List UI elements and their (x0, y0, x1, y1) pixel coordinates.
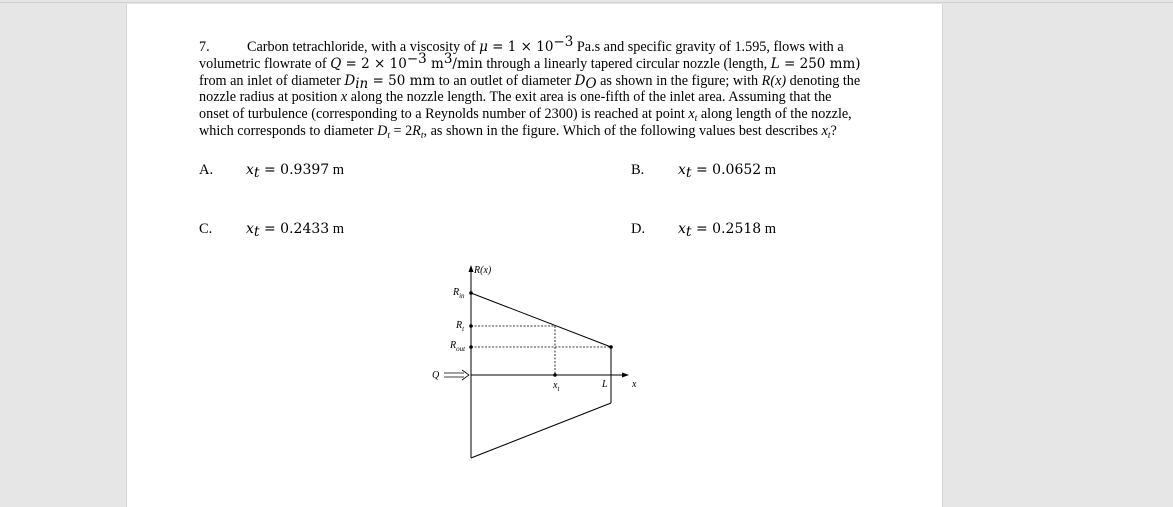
text: , as shown in the figure. Which of the following values best describes (423, 122, 822, 139)
label-rin (452, 287, 465, 300)
dt-symbol: D (377, 122, 388, 139)
xt-subscript: t (694, 114, 698, 125)
din-symbol: D (344, 72, 356, 89)
q-unit-tail: /min (452, 55, 483, 72)
question-number: 7. (199, 39, 210, 55)
xt-symbol: x (688, 106, 695, 123)
rt-symbol: R (412, 122, 421, 139)
q-symbol: Q (330, 55, 342, 72)
label-rin-main: R (453, 287, 460, 298)
option-unit: m (761, 162, 777, 178)
nozzle-bottom-edge (471, 403, 611, 458)
label-rout (449, 340, 466, 353)
option-unit: m (761, 221, 777, 237)
text: through a linearly tapered circular nozzle (length, (482, 55, 771, 72)
axis-label-rx: R(x) (474, 265, 492, 276)
label-l: L (602, 379, 608, 390)
text: volumetric flowrate of (199, 55, 331, 72)
option-var: x (246, 162, 254, 178)
text: along length of the nozzle, (697, 106, 852, 123)
rout-point (469, 345, 473, 349)
text: Carbon tetrachloride, with a viscosity of (247, 39, 480, 55)
text: which corresponds to diameter (199, 122, 378, 139)
option-number: = 0.9397 (259, 162, 330, 178)
text: from an inlet of diameter (199, 72, 345, 89)
l-symbol: L (770, 55, 780, 72)
label-rt-sub: t (462, 325, 465, 333)
option-c-letter: C. (199, 221, 213, 237)
label-x: x (632, 379, 637, 390)
x-axis-arrowhead (622, 373, 629, 378)
label-rt (455, 320, 465, 333)
rx-symbol: R(x) (761, 72, 787, 89)
din-value: = 50 mm (368, 72, 436, 89)
xt-symbol: x (821, 122, 828, 139)
flow-arrow-head (462, 370, 469, 380)
option-number: = 0.2433 (259, 221, 330, 237)
din-subscript: in (355, 75, 369, 92)
option-sub: t (685, 224, 692, 240)
rt-point (469, 324, 473, 328)
rin-point (469, 291, 473, 295)
option-number: = 0.0652 (691, 162, 762, 178)
xt-subscript: t (827, 130, 831, 141)
xt-point (553, 373, 557, 377)
text: denoting the (786, 72, 861, 89)
text: Pa.s and specific gravity of 1.595, flows with a (573, 39, 844, 55)
option-var: x (678, 221, 686, 237)
q-exponent: −3 (406, 50, 427, 67)
do-subscript: O (585, 75, 597, 92)
text: as shown in the figure; with (596, 72, 762, 89)
label-rout-main: R (450, 340, 457, 351)
mu-value: = 1 × 10 (487, 39, 554, 55)
label-xt-sub: t (557, 385, 560, 393)
option-b-letter: B. (631, 162, 645, 178)
option-sub: t (253, 165, 260, 181)
do-symbol: D (574, 72, 586, 89)
q-value: = 2 × 10 (341, 55, 407, 72)
option-var: x (678, 162, 686, 178)
outlet-point (609, 345, 613, 349)
label-q: Q (432, 370, 440, 381)
mu-exponent: −3 (553, 34, 574, 50)
label-rout-sub: out (456, 345, 466, 353)
text: to an outlet of diameter (435, 72, 575, 89)
q-unit: m (426, 55, 444, 72)
text: onset of turbulence (corresponding to a Reynolds number of 2300) is reached at point (199, 106, 689, 123)
mu-symbol: μ (479, 39, 488, 55)
axis-arrowhead (469, 265, 474, 272)
option-number: = 0.2518 (691, 221, 762, 237)
q-unit-exponent: 3 (443, 50, 453, 67)
nozzle-top-edge (471, 293, 611, 347)
option-unit: m (329, 221, 345, 237)
label-rt-main: R (456, 320, 463, 331)
option-d-letter: D. (631, 221, 646, 237)
option-a-letter: A. (199, 162, 214, 178)
option-var: x (246, 221, 254, 237)
label-xt-main: x (553, 380, 558, 391)
text: = 2 (389, 122, 413, 139)
dt-subscript: t (387, 130, 390, 141)
option-unit: m (329, 162, 345, 178)
label-xt (552, 380, 560, 393)
text: along the nozzle length. The exit area is one-fifth of the inlet area. Assuming that the (347, 89, 832, 106)
text: ? (830, 122, 837, 139)
x-symbol: x (340, 89, 348, 106)
l-value: = 250 mm) (779, 55, 861, 72)
text: nozzle radius at position (199, 89, 341, 106)
option-sub: t (685, 165, 692, 181)
option-sub: t (253, 224, 260, 240)
rt-subscript: t (420, 130, 424, 141)
label-rin-sub: in (459, 292, 465, 300)
